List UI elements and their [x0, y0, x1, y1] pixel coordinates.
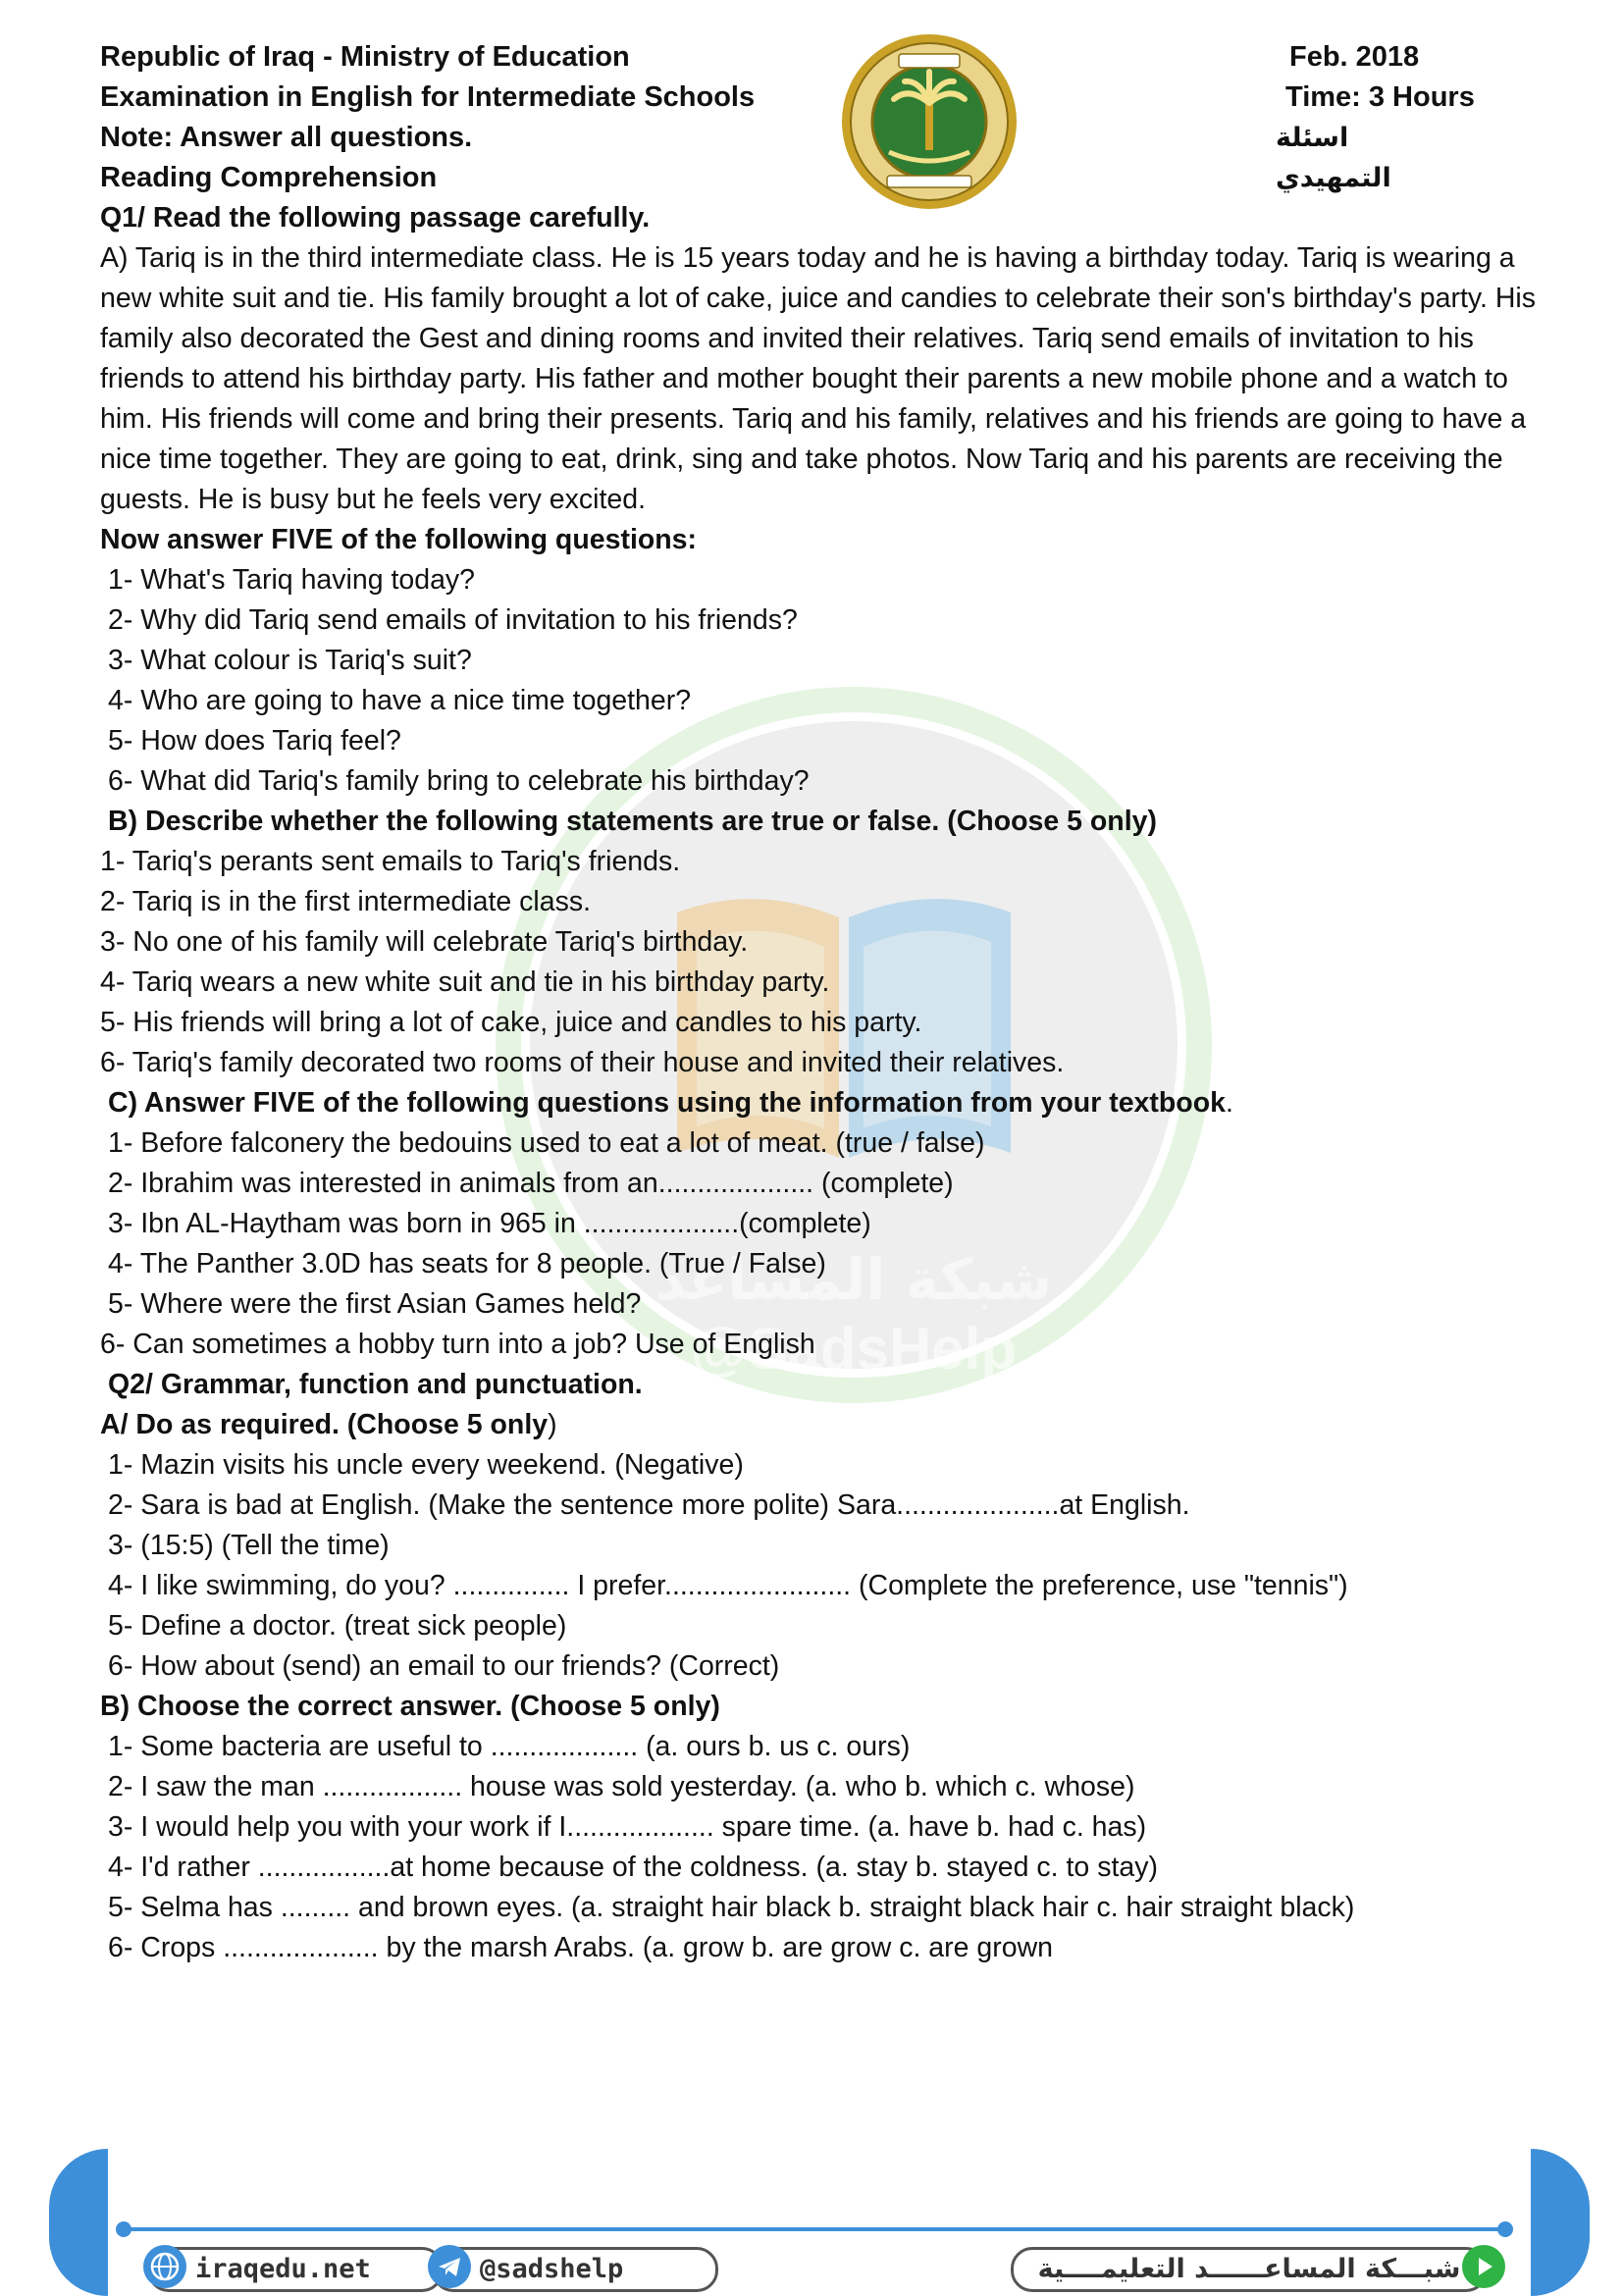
ministry-seal-icon [840, 32, 1019, 211]
q1c-item: 1- Before falconery the bedouins used to eat a lot of meat. (true / false) [108, 1127, 985, 1159]
q1b-item: 2- Tariq is in the first intermediate class. [100, 886, 592, 917]
q1c-item: 3- Ibn AL-Haytham was born in 965 in ....................(complete) [108, 1208, 871, 1239]
watermark-handle-text: @SadsHelp [691, 1316, 1017, 1382]
q2b-item: 4- I'd rather .................at home because of the coldness. (a. stay b. stayed c. to stay) [108, 1852, 1158, 1883]
exam-time: Time: 3 Hours [1285, 81, 1475, 113]
q2a-heading-text: A/ Do as required. (Choose 5 only [100, 1409, 549, 1440]
q1c-item: 5- Where were the first Asian Games held? [108, 1288, 642, 1320]
q2a-item: 6- How about (send) an email to our friends? (Correct) [108, 1650, 780, 1682]
q2-title: Q2/ Grammar, function and punctuation. [108, 1369, 643, 1400]
footer-dot-right [1497, 2221, 1513, 2237]
header-line-ministry: Republic of Iraq - Ministry of Education [100, 41, 630, 73]
website-link[interactable]: iraqedu.net [147, 2247, 444, 2292]
q1-question: 3- What colour is Tariq's suit? [108, 645, 472, 676]
q2a-heading [100, 1405, 1543, 1445]
q2b-item: 5- Selma has ......... and brown eyes. (a. straight hair black b. straight black hair c. hair straight black) [108, 1892, 1355, 1923]
q2a-item: 1- Mazin visits his uncle every weekend. (Negative) [108, 1449, 744, 1481]
q2b-heading: B) Choose the correct answer. (Choose 5 only) [100, 1691, 720, 1722]
q1c-item: 4- The Panther 3.0D has seats for 8 people. (True / False) [108, 1248, 826, 1279]
q2b-item: 2- I saw the man .................. house was sold yesterday. (a. who b. which c. whose) [108, 1771, 1135, 1802]
q1c-item: 2- Ibrahim was interested in animals from an.................... (complete) [108, 1168, 954, 1199]
telegram-icon [428, 2245, 471, 2288]
q1-title: Q1/ Read the following passage carefully. [100, 202, 651, 234]
q1b-item: 1- Tariq's perants sent emails to Tariq's friends. [100, 846, 681, 877]
q2a-item: 4- I like swimming, do you? ............... I prefer........................ (Complete the preference, use "tennis") [108, 1570, 1348, 1601]
network-name-badge: شبـــكة المساعــــــد التعليمــــية [1011, 2247, 1488, 2292]
q2a-item: 5- Define a doctor. (treat sick people) [108, 1610, 567, 1642]
header-line-note: Note: Answer all questions. [100, 122, 473, 153]
q2b-item: 1- Some bacteria are useful to ................... (a. ours b. us c. ours) [108, 1731, 911, 1762]
header-right [1276, 37, 1531, 198]
q2a-item: 2- Sara is bad at English. (Make the sentence more polite) Sara.....................at English. [108, 1489, 1190, 1521]
q1-question: 6- What did Tariq's family bring to celebrate his birthday? [108, 765, 810, 797]
footer-dot-left [116, 2221, 131, 2237]
header-line-section: Reading Comprehension [100, 162, 438, 193]
exam-content [100, 198, 1543, 1968]
q1c-heading [100, 1083, 1543, 1123]
q2a-item: 3- (15:5) (Tell the time) [108, 1530, 390, 1561]
q2a-heading-paren: ) [548, 1409, 557, 1440]
q1b-item: 5- His friends will bring a lot of cake, juice and candles to his party. [100, 1007, 922, 1038]
globe-icon [143, 2245, 186, 2288]
exam-type-arabic: اسئلة التمهيدي [1276, 123, 1391, 193]
watermark-arabic-text: شبكة المساعد [654, 1246, 1053, 1313]
q1b-item: 6- Tariq's family decorated two rooms of their house and invited their relatives. [100, 1047, 1065, 1078]
q1b-heading: B) Describe whether the following statements are true or false. (Choose 5 only) [108, 806, 1157, 837]
footer-divider [118, 2227, 1511, 2231]
play-icon [1462, 2245, 1505, 2288]
header-line-exam: Examination in English for Intermediate Schools [100, 81, 756, 113]
q1-question: 1- What's Tariq having today? [108, 564, 476, 596]
q2b-item: 3- I would help you with your work if I................... spare time. (a. have b. had c. has) [108, 1811, 1147, 1843]
exam-date: Feb. 2018 [1289, 41, 1420, 73]
q1-answer-heading: Now answer FIVE of the following questions: [100, 524, 698, 555]
q1-question: 2- Why did Tariq send emails of invitation to his friends? [108, 604, 798, 636]
footer-left-cap [49, 2149, 108, 2296]
telegram-link[interactable]: @sadshelp [432, 2247, 718, 2292]
q1-question: 4- Who are going to have a nice time together? [108, 685, 692, 716]
reading-passage: A) Tariq is in the third intermediate class. He is 15 years today and he is having a birthday today. Tariq is wearing a new white suit and tie. His family brought a lot of cake, juice and candies to celebrate their son's birthday's party. His family also decorated the Gest and dining rooms and invited their relatives. Tariq send emails of invitation to his friends to attend his birthday party. His father and mother bought their parents a new mobile phone and a watch to him. His friends will come and bring their presents. Tariq and his family, relatives and his friends are going to have a nice time together. They are going to eat, drink, sing and take photos. Now Tariq and his parents are receiving the guests. He is busy but he feels very excited. [100, 242, 1537, 515]
q2b-item: 6- Crops .................... by the marsh Arabs. (a. grow b. are grow c. are grown [108, 1932, 1054, 1963]
footer-right-cap [1531, 2149, 1590, 2296]
header-left [100, 37, 755, 198]
q1b-item: 3- No one of his family will celebrate Tariq's birthday. [100, 926, 749, 958]
q1-question: 5- How does Tariq feel? [108, 725, 401, 757]
q1c-item: 6- Can sometimes a hobby turn into a job? Use of English [100, 1329, 815, 1360]
q1c-heading-period: . [1225, 1087, 1233, 1119]
q1c-heading-text: C) Answer FIVE of the following questions using the information from your textbook [108, 1087, 1226, 1119]
q1b-item: 4- Tariq wears a new white suit and tie in his birthday party. [100, 966, 830, 998]
